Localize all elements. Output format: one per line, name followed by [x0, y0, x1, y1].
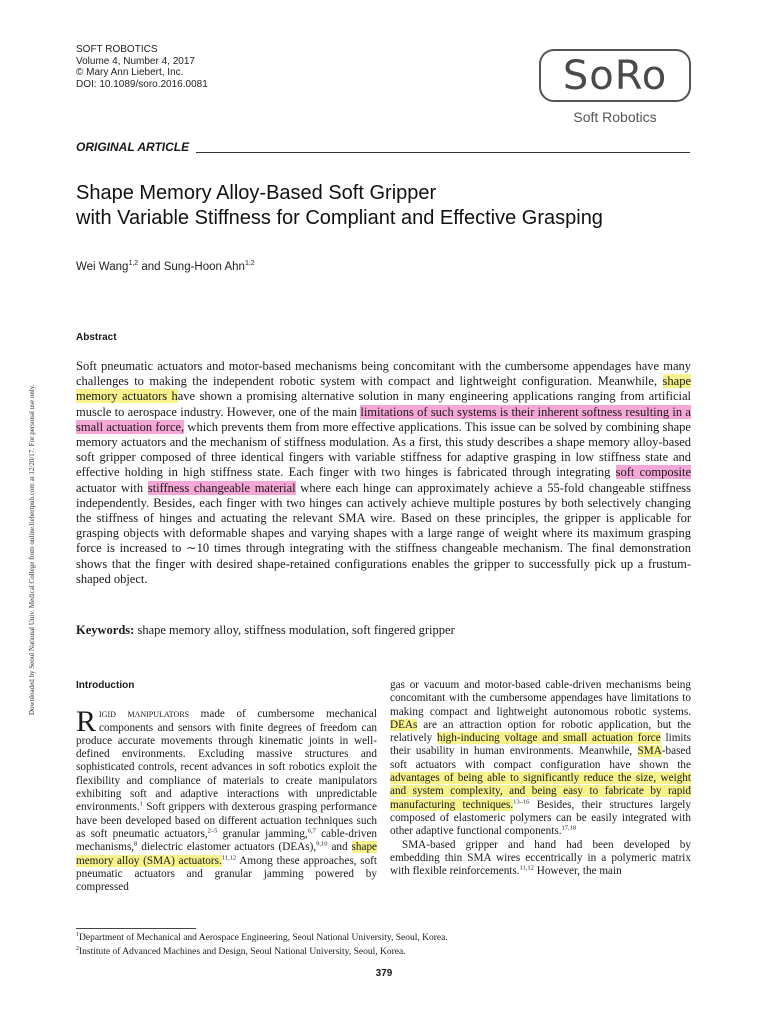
highlight-pink: soft composite	[615, 465, 691, 480]
citation: 11,12	[519, 864, 534, 872]
citation: 13–16	[513, 797, 530, 805]
footnotes	[76, 930, 448, 958]
author-1: Wei Wang	[76, 260, 129, 273]
highlight-yellow: shape memory alloy (SMA) actuators.	[76, 841, 378, 867]
body-text: Among these approaches, soft pneumatic actuators and granular jamming powered by compressed	[76, 854, 377, 894]
footnote-text: Institute of Advanced Machines and Design, Seoul National University, Seoul, Korea.	[79, 947, 406, 958]
citation: 1	[139, 800, 143, 808]
body-text: limits their usability in human environments. Meanwhile,	[390, 732, 691, 758]
abstract-text: Soft pneumatic actuators and motor-based mechanisms being concomitant with the cumbersome appendages have many challenges to making the independent robotic system with compact and lightweight configuration. Meanwhile,	[76, 359, 691, 389]
journal-name: SOFT ROBOTICS	[76, 44, 158, 55]
highlight-yellow: shape memory actuators h	[76, 374, 691, 404]
footnote-1	[76, 930, 448, 944]
body-text: cable-driven mechanisms,	[76, 827, 377, 854]
logo-text: SoRo	[562, 52, 668, 99]
download-notice	[28, 295, 40, 715]
author-2: Sung-Hoon Ahn	[163, 260, 245, 273]
body-text: and	[327, 841, 352, 854]
body-text: dielectric elastomer actuators (DEAs),	[137, 841, 317, 854]
footnote-rule	[76, 928, 196, 929]
citation: 6,7	[307, 827, 316, 835]
highlight-pink: limitations of such systems is their inherent softness resulting in a small actuation force,	[76, 404, 691, 434]
citation: 17,18	[561, 824, 577, 832]
header-rule	[196, 152, 690, 153]
article-type: ORIGINAL ARTICLE	[76, 140, 190, 154]
highlight-yellow: DEAs	[390, 718, 418, 731]
soro-logo	[539, 49, 691, 102]
authors	[76, 260, 255, 273]
abstract-text: ave shown a promising alternative solution in many engineering applications ranging from artificial muscle to aerospace industry. However, one of the main	[76, 389, 691, 419]
highlight-yellow: SMA	[637, 745, 662, 758]
article-title	[76, 181, 603, 231]
citation: 8	[134, 840, 138, 848]
body-text: are an attraction option for robotic application, but the relatively	[390, 718, 691, 745]
title-line-1: Shape Memory Alloy-Based Soft Gripper	[76, 182, 437, 204]
citation: 2–5	[207, 827, 218, 835]
intro-paragraph	[390, 839, 691, 879]
title-line-2: with Variable Stiffness for Compliant and Effective Grasping	[76, 207, 603, 229]
intro-heading: Introduction	[76, 680, 135, 691]
download-notice-text: Downloaded by Seoul National Univ. Medical College from online.liebertpub.com at 12/20/17. For personal use only.	[28, 384, 36, 715]
author-1-affiliation: 1,2	[128, 260, 139, 267]
body-text: However, the main	[533, 865, 622, 878]
highlight-yellow: advantages of being able to significantly reduce the size, weight and system complexity, and being easy to fabricate by rapid manufacturing techniques.	[390, 772, 691, 811]
journal-copyright: © Mary Ann Liebert, Inc.	[76, 67, 184, 78]
author-2-affiliation: 1,2	[244, 260, 255, 267]
page-number: 379	[375, 968, 393, 979]
body-text: SMA-based gripper and hand had been developed by embedding thin SMA wires eccentrically in a polymeric matrix with flexible reinforcements.	[390, 838, 691, 878]
body-text: Soft grippers with dexterous grasping performance have been developed based on different actuation techniques such as soft pneumatic actuators,	[76, 801, 377, 840]
highlight-yellow: high-inducing voltage and small actuation force	[436, 732, 661, 745]
intro-paragraph	[76, 705, 378, 894]
abstract-text: where each hinge can approximately achieve a 55-fold changeable stiffness independently. Besides, each finger with two hinges can actively achieve multiple postures by both selectively changing the stiffness of hinges and actuating the relevant SMA wire. Based on these principles, the gripper is applicable for grasping objects with deformable shapes and varying shapes with a large range of weight where its maximum grasping force is increased to ∼10 times through integrating with the stiffness changeable mechanism. The final demonstration shows that the finger with desired shape-retained configurations enables the gripper to successfully pick up a frustum-shaped object.	[76, 480, 691, 586]
logo-subtitle: Soft Robotics	[573, 109, 657, 125]
footnote-marker: 1	[76, 932, 79, 938]
lead-in: igid manipulators	[99, 708, 190, 721]
keywords-text: shape memory alloy, stiffness modulation, soft fingered gripper	[134, 623, 455, 637]
body-text: gas or vacuum and motor-based cable-driven mechanisms being concomitant with the cumbersome appendages have limitations to making compact and lightweight autonomous robotic systems.	[390, 679, 691, 718]
intro-right-column	[390, 679, 691, 878]
highlight-pink: stiffness changeable material	[147, 480, 296, 495]
journal-info	[76, 44, 208, 90]
intro-left-column	[76, 679, 377, 894]
body-text: granular jamming,	[217, 827, 308, 840]
body-text: -based soft actuators with compact configuration have shown the	[390, 745, 691, 771]
intro-paragraph	[390, 679, 691, 839]
keywords-label: Keywords:	[76, 623, 135, 637]
abstract-body	[76, 359, 691, 587]
abstract-text: actuator with	[76, 480, 148, 495]
citation: 9,10	[316, 840, 328, 848]
citation: 11,12	[221, 853, 237, 861]
footnote-text: Department of Mechanical and Aerospace Engineering, Seoul National University, Seoul, Korea.	[79, 933, 448, 944]
footnote-marker: 2	[76, 946, 79, 953]
footnote-2	[76, 944, 448, 958]
journal-volume: Volume 4, Number 4, 2017	[76, 55, 195, 67]
author-conjunction: and	[138, 260, 164, 273]
drop-cap: R	[76, 705, 97, 739]
body-text: made of cumbersome mechanical components and sensors with finite degrees of freedom can produce accurate movements through kinematic joints in well-defined environments. Excluding massive structures and sophisticated controls, recent advances in soft robotics exploit the flexibility and compliance of materials to create manipulators exhibiting soft and adaptive interactions with unpredictable environments.	[76, 708, 377, 814]
keywords	[76, 623, 455, 638]
body-text: Besides, their structures largely composed of elastomeric polymers can be easily integrated with other adaptive functional components.	[390, 798, 692, 838]
abstract-heading: Abstract	[76, 332, 117, 343]
abstract-text: which prevents them from more effective applications. This issue can be solved by combining shape memory actuators and the mechanism of stiffness modulation. As a first, this study describes a shape memory alloy-based soft gripper composed of three identical fingers with variable stiffness for adaptive grasping in low stiffness state and effective holding in high stiffness state. Each finger with two hinges is fabricated through integrating	[76, 419, 691, 480]
journal-doi: DOI: 10.1089/soro.2016.0081	[76, 78, 208, 90]
